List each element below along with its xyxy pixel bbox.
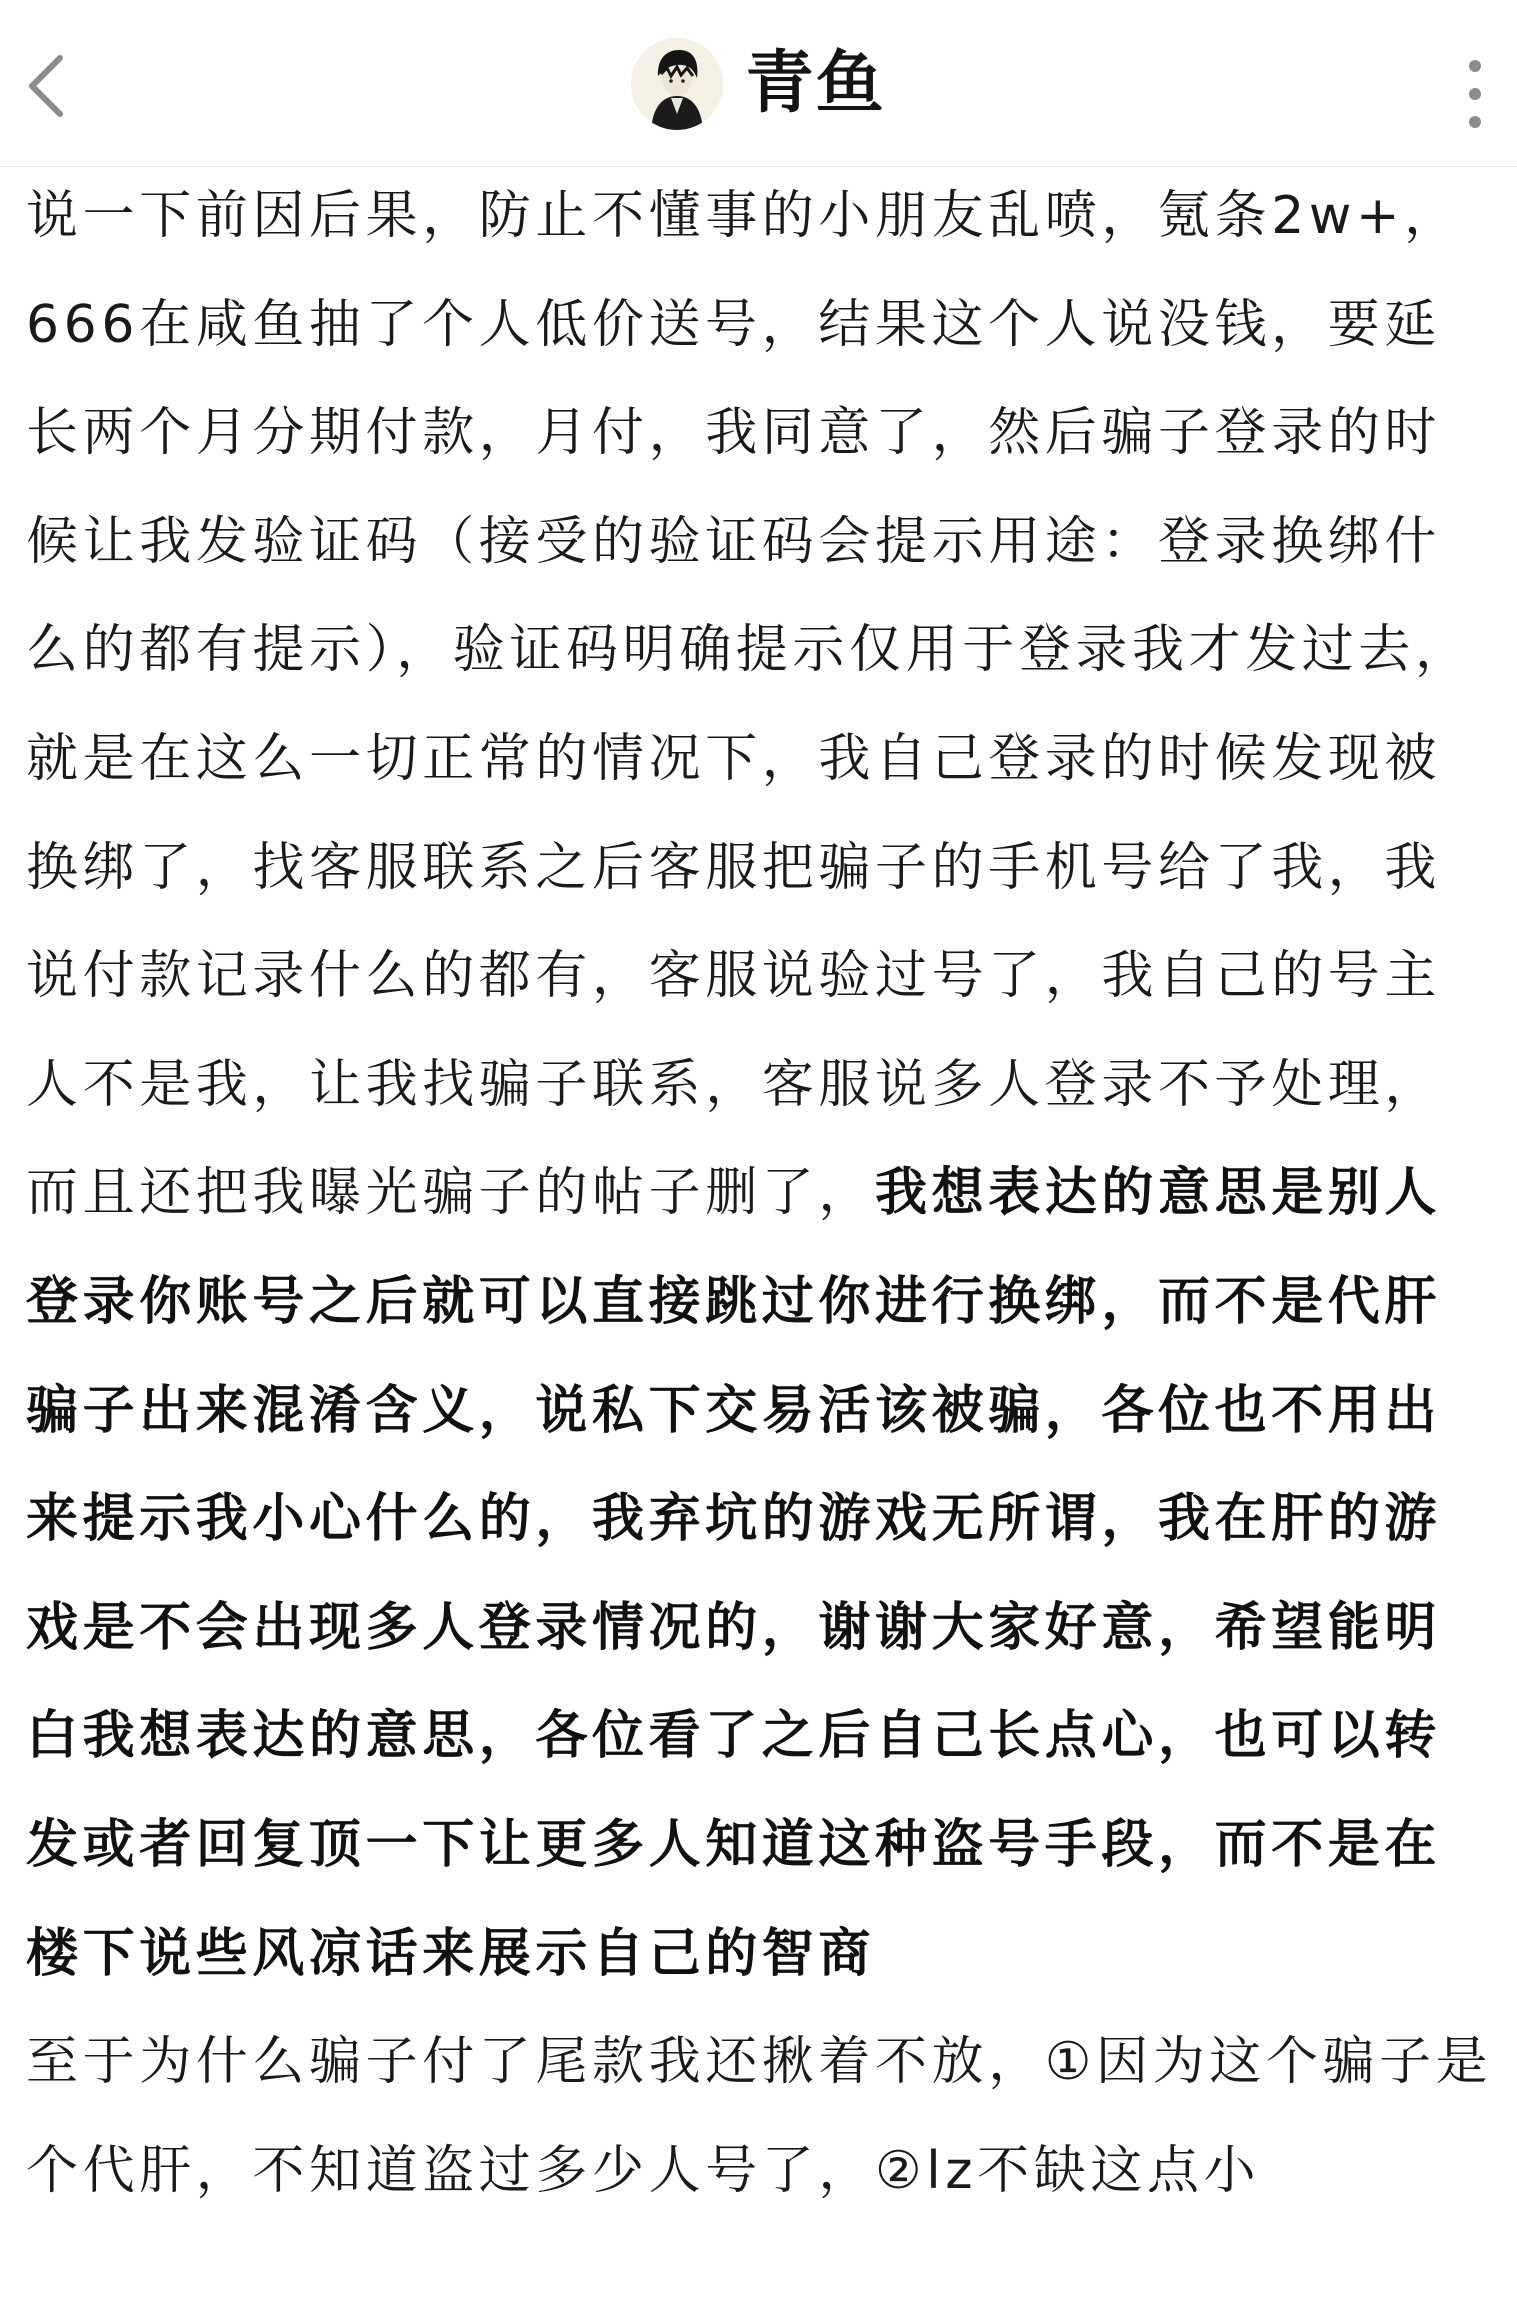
post-text-normal: 说一下前因后果，防止不懂事的小朋友乱喷，氪条2w+，666在咸鱼抽了个人低价送号，结果这个人说没钱，要延长两个月分期付款，月付，我同意了，然后骗子登录的时候让我发验证码（接受的验证码会提示用途：登录换绑什么的都有提示），验证码明确提示仅用于登录我才发过去，就是在这么一切正常的情况下，我自己登录的时候发现被换绑了，找客服联系之后客服把骗子的手机号给了我，我说付款记录什么的都有，客服说验过号了，我自己的号主人不是我，让我找骗子联系，客服说多人登录不予处理，而且还把我曝光骗子的帖子删了，: [26, 186, 1472, 1224]
top-bar: [0, 0, 1517, 167]
more-vertical-icon: [1463, 60, 1487, 128]
post-text-emphasis: 我想表达的意思是别人登录你账号之后就可以直接跳过你进行换绑，而不是代肝骗子出来混淆含义，说私下交易活该被骗，各位也不用出来提示我小心什么的，我弃坑的游戏无所谓，我在肝的游戏是不会出现多人登录情况的，谢谢大家好意，希望能明白我想表达的意思，各位看了之后自己长点心，也可以转发或者回复顶一下让更多人知道这种盗号手段，而不是在楼下说些风凉话来展示自己的智商: [26, 1163, 1442, 1984]
page-title: 青鱼: [745, 44, 886, 123]
user-avatar[interactable]: [631, 38, 723, 130]
more-options-button[interactable]: [1463, 60, 1487, 112]
post-paragraph: [26, 166, 1496, 2008]
post-content: [26, 166, 1496, 2314]
post-paragraph: 至于为什么骗子付了尾款我还揪着不放，①因为这个骗子是个代肝，不知道盗过多少人号了，②lz不缺这点小: [26, 2032, 1493, 2201]
title-group: [0, 38, 1517, 130]
